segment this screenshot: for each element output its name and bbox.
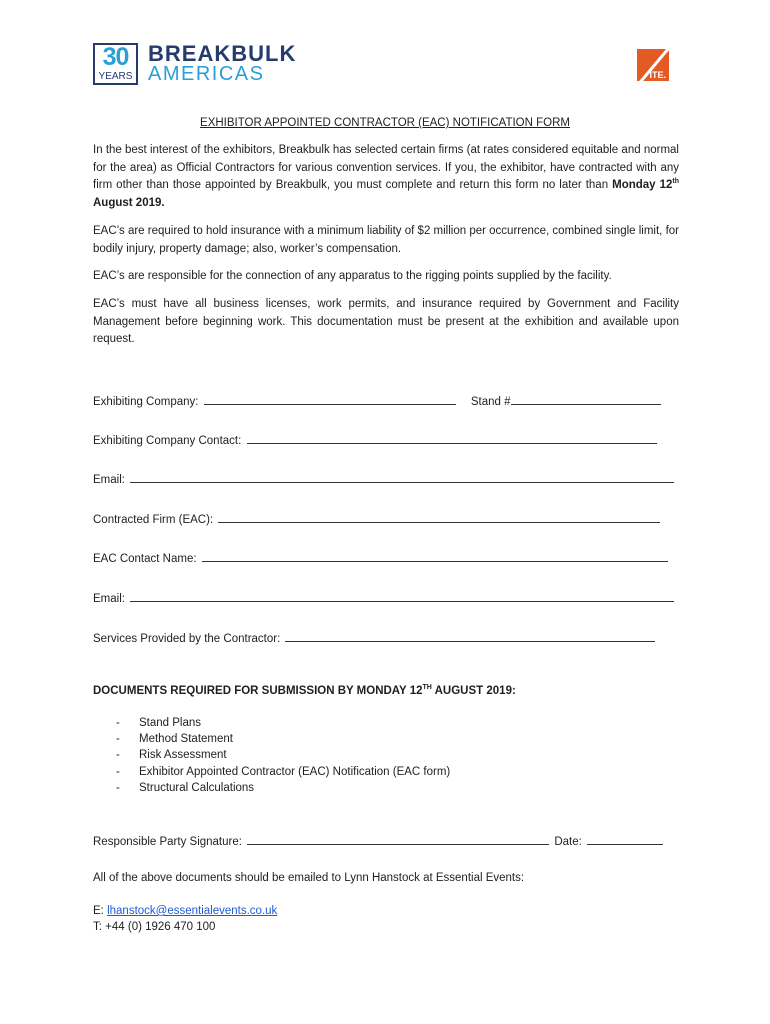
documents-list [93,717,450,798]
eac-contact-field[interactable] [202,550,668,562]
contracted-firm-row [93,511,660,526]
list-item-text: Method Statement [139,733,233,746]
logo-years: YEARS [98,71,133,82]
company-contact-row [93,432,657,447]
contact-email-link[interactable]: lhanstock@essentialevents.co.uk [107,905,278,917]
email-label-1: Email: [93,474,125,486]
licenses-paragraph: EAC’s must have all business licenses, work permits, and insurance required by Government and Facility Management before beginning work. This documentation must be present at the exhibition and available upon request. [93,298,679,346]
signature-label: Responsible Party Signature: [93,836,242,848]
exhibiting-company-row [93,393,661,408]
email-field-1[interactable] [130,471,674,483]
form-title: EXHIBITOR APPOINTED CONTRACTOR (EAC) NOTIFICATION FORM [200,117,570,129]
date-label: Date: [554,836,582,848]
company-contact-label: Exhibiting Company Contact: [93,435,242,447]
email-prefix: E: [93,905,104,917]
company-contact-field[interactable] [247,432,657,444]
stand-field[interactable] [511,393,661,405]
services-row [93,630,655,645]
date-field[interactable] [587,833,663,845]
list-item-text: Structural Calculations [139,781,255,794]
list-bullet: - [116,765,120,778]
contracted-firm-field[interactable] [218,511,660,523]
documents-heading-sup: TH [422,684,432,692]
list-item [93,717,450,733]
insurance-paragraph: EAC’s are required to hold insurance with a minimum liability of $2 million per occurrence, combined single limit, for bodily injury, property damage; also, worker’s compensation. [93,225,679,255]
deadline-pre: Monday 12 [612,179,673,192]
intro-paragraph [93,142,679,212]
brand-name-breakbulk: BREAKBULK [148,41,297,66]
exhibiting-company-field[interactable] [204,393,456,405]
stand-label: Stand # [470,396,511,408]
submission-note: All of the above documents should be emailed to Lynn Hanstock at Essential Events: [93,872,525,884]
services-label: Services Provided by the Contractor: [93,633,281,645]
logo-number: 30 [102,43,129,71]
ite-logo [637,49,669,81]
contact-phone: +44 (0) 1926 470 100 [105,921,216,933]
contact-phone-row [93,921,215,933]
documents-heading [93,685,516,697]
breakbulk-30-years-logo [93,43,138,85]
email-label-2: Email: [93,593,125,605]
email-row-1 [93,471,674,486]
list-bullet: - [116,749,120,762]
list-item-text: Stand Plans [139,717,202,729]
documents-heading-post: AUGUST 2019: [431,685,516,697]
ite-logo-text: ITE. [649,70,666,80]
list-item-text: Risk Assessment [139,749,227,762]
signature-field[interactable] [247,833,549,845]
services-field[interactable] [285,630,655,642]
list-item [93,733,450,749]
brand-name-americas: AMERICAS [148,63,265,85]
list-bullet: - [116,733,120,746]
list-bullet: - [116,781,120,794]
email-field-2[interactable] [130,590,674,602]
phone-prefix: T: [93,921,102,933]
rigging-paragraph: EAC’s are responsible for the connection of any apparatus to the rigging points supplied by the facility. [93,270,612,282]
documents-heading-pre: DOCUMENTS REQUIRED FOR SUBMISSION BY MONDAY 12 [93,685,423,697]
intro-text: In the best interest of the exhibitors, Breakbulk has selected certain firms (at rates considered equitable and normal for the area) as Official Contractors for various convention services. If you, the exhibitor, have contracted with any firm other than those appointed by Breakbulk, you must complete and return this form no later than [93,144,679,192]
deadline-sup: th [672,178,679,186]
signature-row [93,833,663,848]
list-item-text: Exhibitor Appointed Contractor (EAC) Notification (EAC form) [139,765,451,778]
list-item [93,749,450,765]
contact-email-row [93,905,277,917]
eac-contact-label: EAC Contact Name: [93,553,197,565]
exhibiting-company-label: Exhibiting Company: [93,396,199,408]
list-bullet: - [116,717,120,729]
email-row-2 [93,590,674,605]
list-item [93,782,450,798]
contracted-firm-label: Contracted Firm (EAC): [93,514,214,526]
deadline-post: August 2019. [93,196,165,209]
list-item [93,766,450,782]
eac-contact-row [93,550,668,565]
